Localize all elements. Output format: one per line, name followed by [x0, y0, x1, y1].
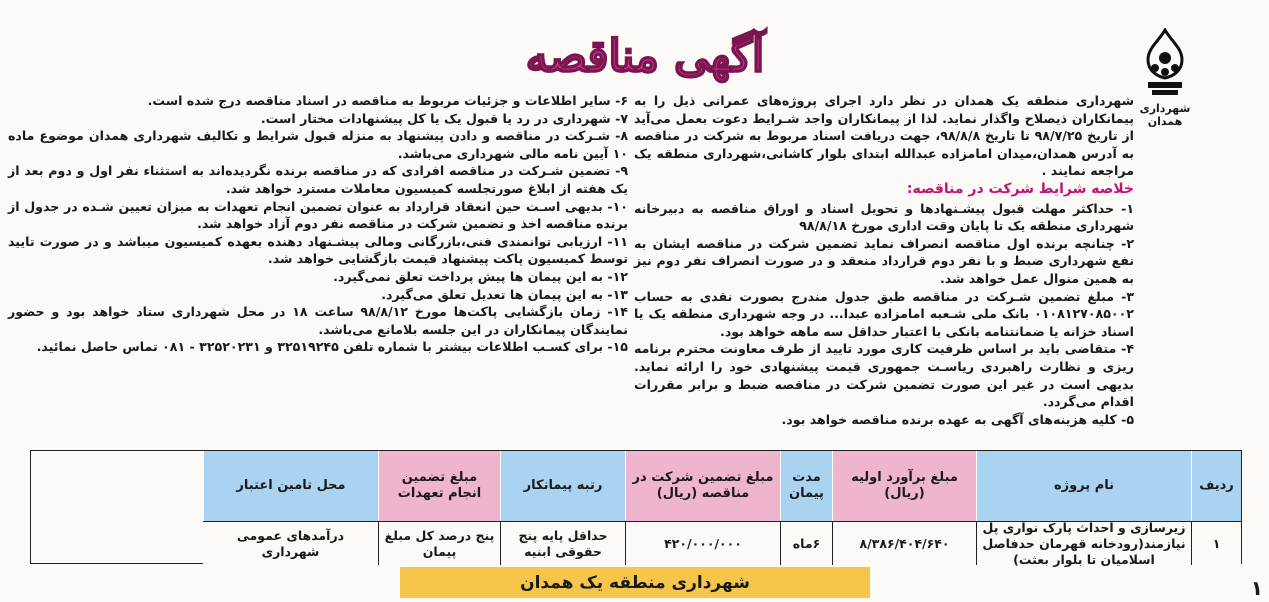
condition-item: ۷- شهرداری در رد یا قبول یک یا کل پیشنهادات مختار است.	[260, 110, 628, 126]
table-cell-row-number: ۱	[1191, 521, 1241, 565]
table-cell-performance-guarantee: پنج درصد کل مبلغ پیمان	[378, 521, 500, 565]
table-header-row-number: ردیف	[1191, 451, 1241, 521]
table-cell-funding-source: درآمدهای عمومی شهرداری	[203, 521, 378, 565]
table-cell-estimate: ۸/۳۸۶/۴۰۴/۶۴۰	[832, 521, 976, 565]
table-cell-bid-guarantee: ۴۲۰/۰۰۰/۰۰۰	[625, 521, 780, 565]
condition-item: ۱۰- بدیهی اسـت حین انعقاد قرارداد به عنوان تضمین انجام تعهدات به میزان تعیین شـده در جدول از برنده مناقصه اخذ و تضمین شرکت در مناقصه نفر دوم آزاد خواهد شد.	[8, 198, 628, 232]
condition-item: ۱۲- به این پیمان ها پیش پرداخت تعلق نمی‌گیرد.	[333, 268, 628, 284]
table-header-estimate: مبلغ برآورد اولیه (ریال)	[832, 451, 976, 521]
condition-item: ۱۱- ارزیابی توانمندی فنی،بازرگانی ومالی پیشـنهاد دهنده بعهده کمیسیون میباشد و در صورت تایید توسط کمیسیون پاکت پیشنهاد قیمت بازگشایی خواهد شد.	[8, 233, 628, 267]
table-header-project-name: نام پروژه	[976, 451, 1191, 521]
condition-item: ۳- مبلغ تضمین شـرکت در مناقصه طبق جدول مندرج بصورت نقدی به حساب ۰۱۰۸۱۲۷۰۸۵۰۰۲ بانک ملی شـعبه امامزاده عبدا... در وجه شهرداری منطقه یک یا اسناد خزانه یا ضمانتنامه بانکی با اعتبار حداقل سه ماهه خواهد بود.	[634, 288, 1134, 339]
page-number: ۱	[1250, 576, 1263, 600]
table-header-performance-guarantee: مبلغ تضمین انجام تعهدات	[378, 451, 500, 521]
table-cell-duration: ۶ماه	[780, 521, 832, 565]
condition-item: ۴- متقاضی باید بر اساس ظرفیت کاری مورد تایید از طرف معاونت محترم برنامه ریزی و نظارت راهبردی ریاسـت جمهوری قیمت پیشنهادی خود را ارائه نماید. بدیهی است در غیر این صورت تضمین شرکت در مناقصه ضبط و برابر مقررات اقدام می‌گردد.	[634, 341, 1134, 410]
condition-item: ۹- تضمین شـرکت در مناقصه افرادی که در مناقصه برنده نگردیده‌اند به استثناء نفر اول و دوم بعد از یک هفته از ابلاغ صورتجلسه کمیسیون معاملات مسترد خواهد شد.	[8, 163, 628, 196]
table-cell-project-name: زیرسازی و احداث پارک نواری پل نیازمند(رودخانه قهرمان حدفاصل اسلامیان تا بلوار بعثت)	[976, 521, 1191, 565]
intro-paragraph: شهرداری منطقه یک همدان در نظر دارد اجرای پروژه‌های عمرانی ذیل را به پیمانکاران ذیصلاح واگذار نماید. لذا از پیمانکاران واجد شـرایط دعوت بعمل می‌آید از تاریخ ۹۸/۷/۲۵ تا تاریخ ۹۸/۸/۸، جهت دریافت اسناد مربوط به شرکت در مناقصه به آدرس همدان،میدان امامزاده عبدالله ابتدای بلوار کاشانی،شهرداری منطقه یک مراجعه نمایند .	[634, 93, 1134, 179]
municipality-emblem-icon	[1138, 28, 1192, 100]
condition-item: ۱۴- زمان بازگشایی پاکت‌ها مورخ ۹۸/۸/۱۲ ساعت ۱۸ در محل شهرداری ستاد خواهد بود و حضور نمایندگان پیمانکاران در این جلسه بلامانع می‌باشد.	[8, 304, 628, 337]
table-header-contractor-grade: رتبه پیمانکار	[500, 451, 625, 521]
title-text: آگهی مناقصه	[525, 30, 765, 82]
condition-item: ۱- حداکثر مهلت قبول پیشـنهادها و تحویل اسناد و اوراق مناقصه به دبیرخانه شهرداری منطقه یک تا پایان وقت اداری مورخ ۹۸/۸/۱۸	[634, 200, 1134, 234]
condition-item: ۲- چنانچه برنده اول مناقصه انصراف نماید تضمین شرکت در مناقصه ایشان به نفع شهرداری ضبط و با نفر دوم قرارداد منعقد و در صورت انصراف نفر دوم نیز به همین منوال عمل خواهد شد.	[634, 235, 1134, 286]
right-column	[634, 92, 1134, 428]
table-header-duration: مدت پیمان	[780, 451, 832, 521]
notice-title	[505, 26, 785, 86]
projects-table	[30, 450, 1242, 567]
table-header-funding-source: محل تامین اعتبار	[203, 451, 378, 521]
table-cell-contractor-grade: حداقل پایه پنج حقوقی ابنیه	[500, 521, 625, 565]
footer-text: شهرداری منطقه یک همدان	[520, 572, 750, 593]
table-header-bid-guarantee: مبلغ تضمین شرکت در مناقصه (ریال)	[625, 451, 780, 521]
conditions-title: خلاصه شرایط شرکت در مناقصه:	[906, 180, 1134, 197]
left-column	[8, 92, 628, 356]
condition-item: ۱۵- برای کسـب اطلاعات بیشتر با شماره تلفن ۳۲۵۱۹۲۴۵ و ۳۲۵۲۰۲۳۱ - ۰۸۱ تماس حاصل نمائید.	[36, 339, 628, 355]
footer-banner	[400, 567, 870, 598]
condition-item: ۵- کلیه هزینه‌های آگهی به عهده برنده مناقصه خواهد بود.	[781, 411, 1134, 427]
municipality-logo	[1129, 28, 1201, 128]
condition-item: ۱۳- به این پیمان ها تعدیل تعلق می‌گیرد.	[381, 286, 628, 302]
logo-caption: شهرداری همدان	[1139, 102, 1191, 128]
condition-item: ۸- شـرکت در مناقصه و دادن پیشنهاد به منزله قبول شرایط و تکالیف شهرداری همدان موضوع ماده ۱۰ آیین نامه مالی شهرداری می‌باشد.	[8, 128, 628, 161]
condition-item: ۶- سایر اطلاعات و جزئیات مربوط به مناقصه در اسناد مناقصه درج شده است.	[147, 93, 628, 108]
